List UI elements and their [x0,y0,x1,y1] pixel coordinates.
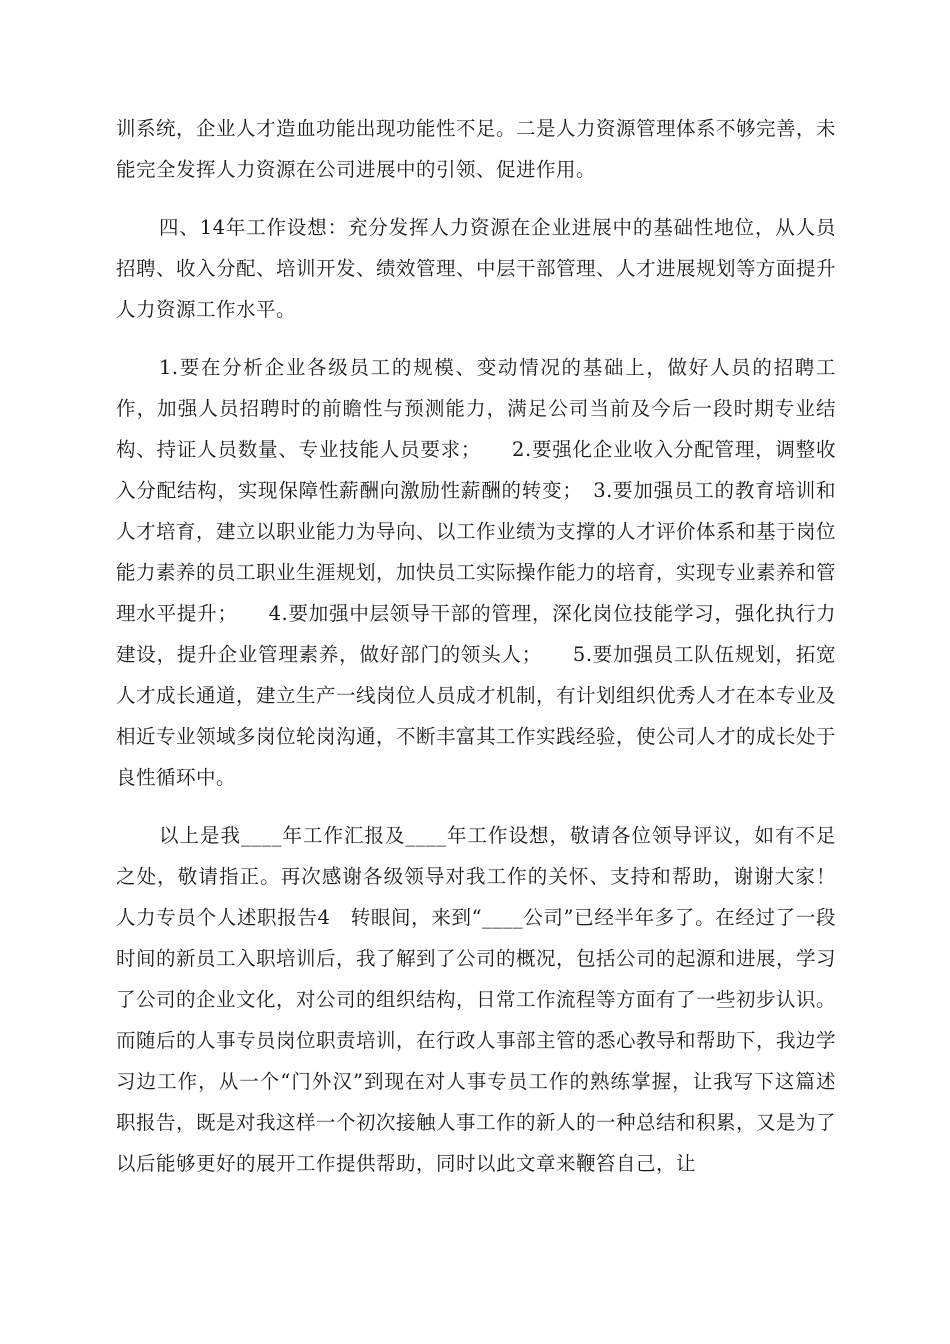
paragraph-1: 训系统，企业人才造血功能出现功能性不足。二是人力资源管理体系不够完善，未能完全发挥人力资源在公司进展中的引领、促进作用。 [116,117,837,181]
paragraph-3: 1.要在分析企业各级员工的规模、变动情况的基础上，做好人员的招聘工作，加强人员招聘时的前瞻性与预测能力，满足公司当前及今后一段时期专业结构、持证人员数量、专业技能人员要求； 2.要强化企业收入分配管理，调整收入分配结构，实现保障性薪酬向激励性薪酬的转变； 3.要加强员工的教育培训和人才培育，建立以职业能力为导向、以工作业绩为支撑的人才评价体系和基于岗位能力素养的员工职业生涯规划，加快员工实际操作能力的培育，实现专业素养和管理水平提升； 4.要加强中层领导干部的管理，深化岗位技能学习，强化执行力建设，提升企业管理素养，做好部门的领头人； 5.要加强员工队伍规划，拓宽人才成长通道，建立生产一线岗位人员成才机制，有计划组织优秀人才在本专业及相近专业领域多岗位轮岗沟通，不断丰富其工作实践经验，使公司人才的成长处于良性循环中。 [116,356,837,789]
document-page [116,108,857,1184]
paragraph-2: 四、14年工作设想：充分发挥人力资源在企业进展中的基础性地位，从人员招聘、收入分配、培训开发、绩效管理、中层干部管理、人才进展规划等方面提升人力资源工作水平。 [116,216,837,321]
paragraph-4: 以上是我____年工作汇报及____年工作设想，敬请各位领导评议，如有不足之处，敬请指正。再次感谢各级领导对我工作的关怀、支持和帮助，谢谢大家！ 人力专员个人述职报告4 转眼间，来到“____公司”已经半年多了。在经过了一段时间的新员工入职培训后，我了解到了公司的概况，包括公司的起源和进展，学习了公司的企业文化，对公司的组织结构，日常工作流程等方面有了一些初步认识。而随后的人事专员岗位职责培训，在行政人事部主管的悉心教导和帮助下，我边学习边工作，从一个“门外汉”到现在对人事专员工作的熟练掌握，让我写下这篇述职报告，既是对我这样一个初次接触人事工作的新人的一种总结和积累，又是为了以后能够更好的展开工作提供帮助，同时以此文章来鞭笞自己，让 [116,824,857,1175]
